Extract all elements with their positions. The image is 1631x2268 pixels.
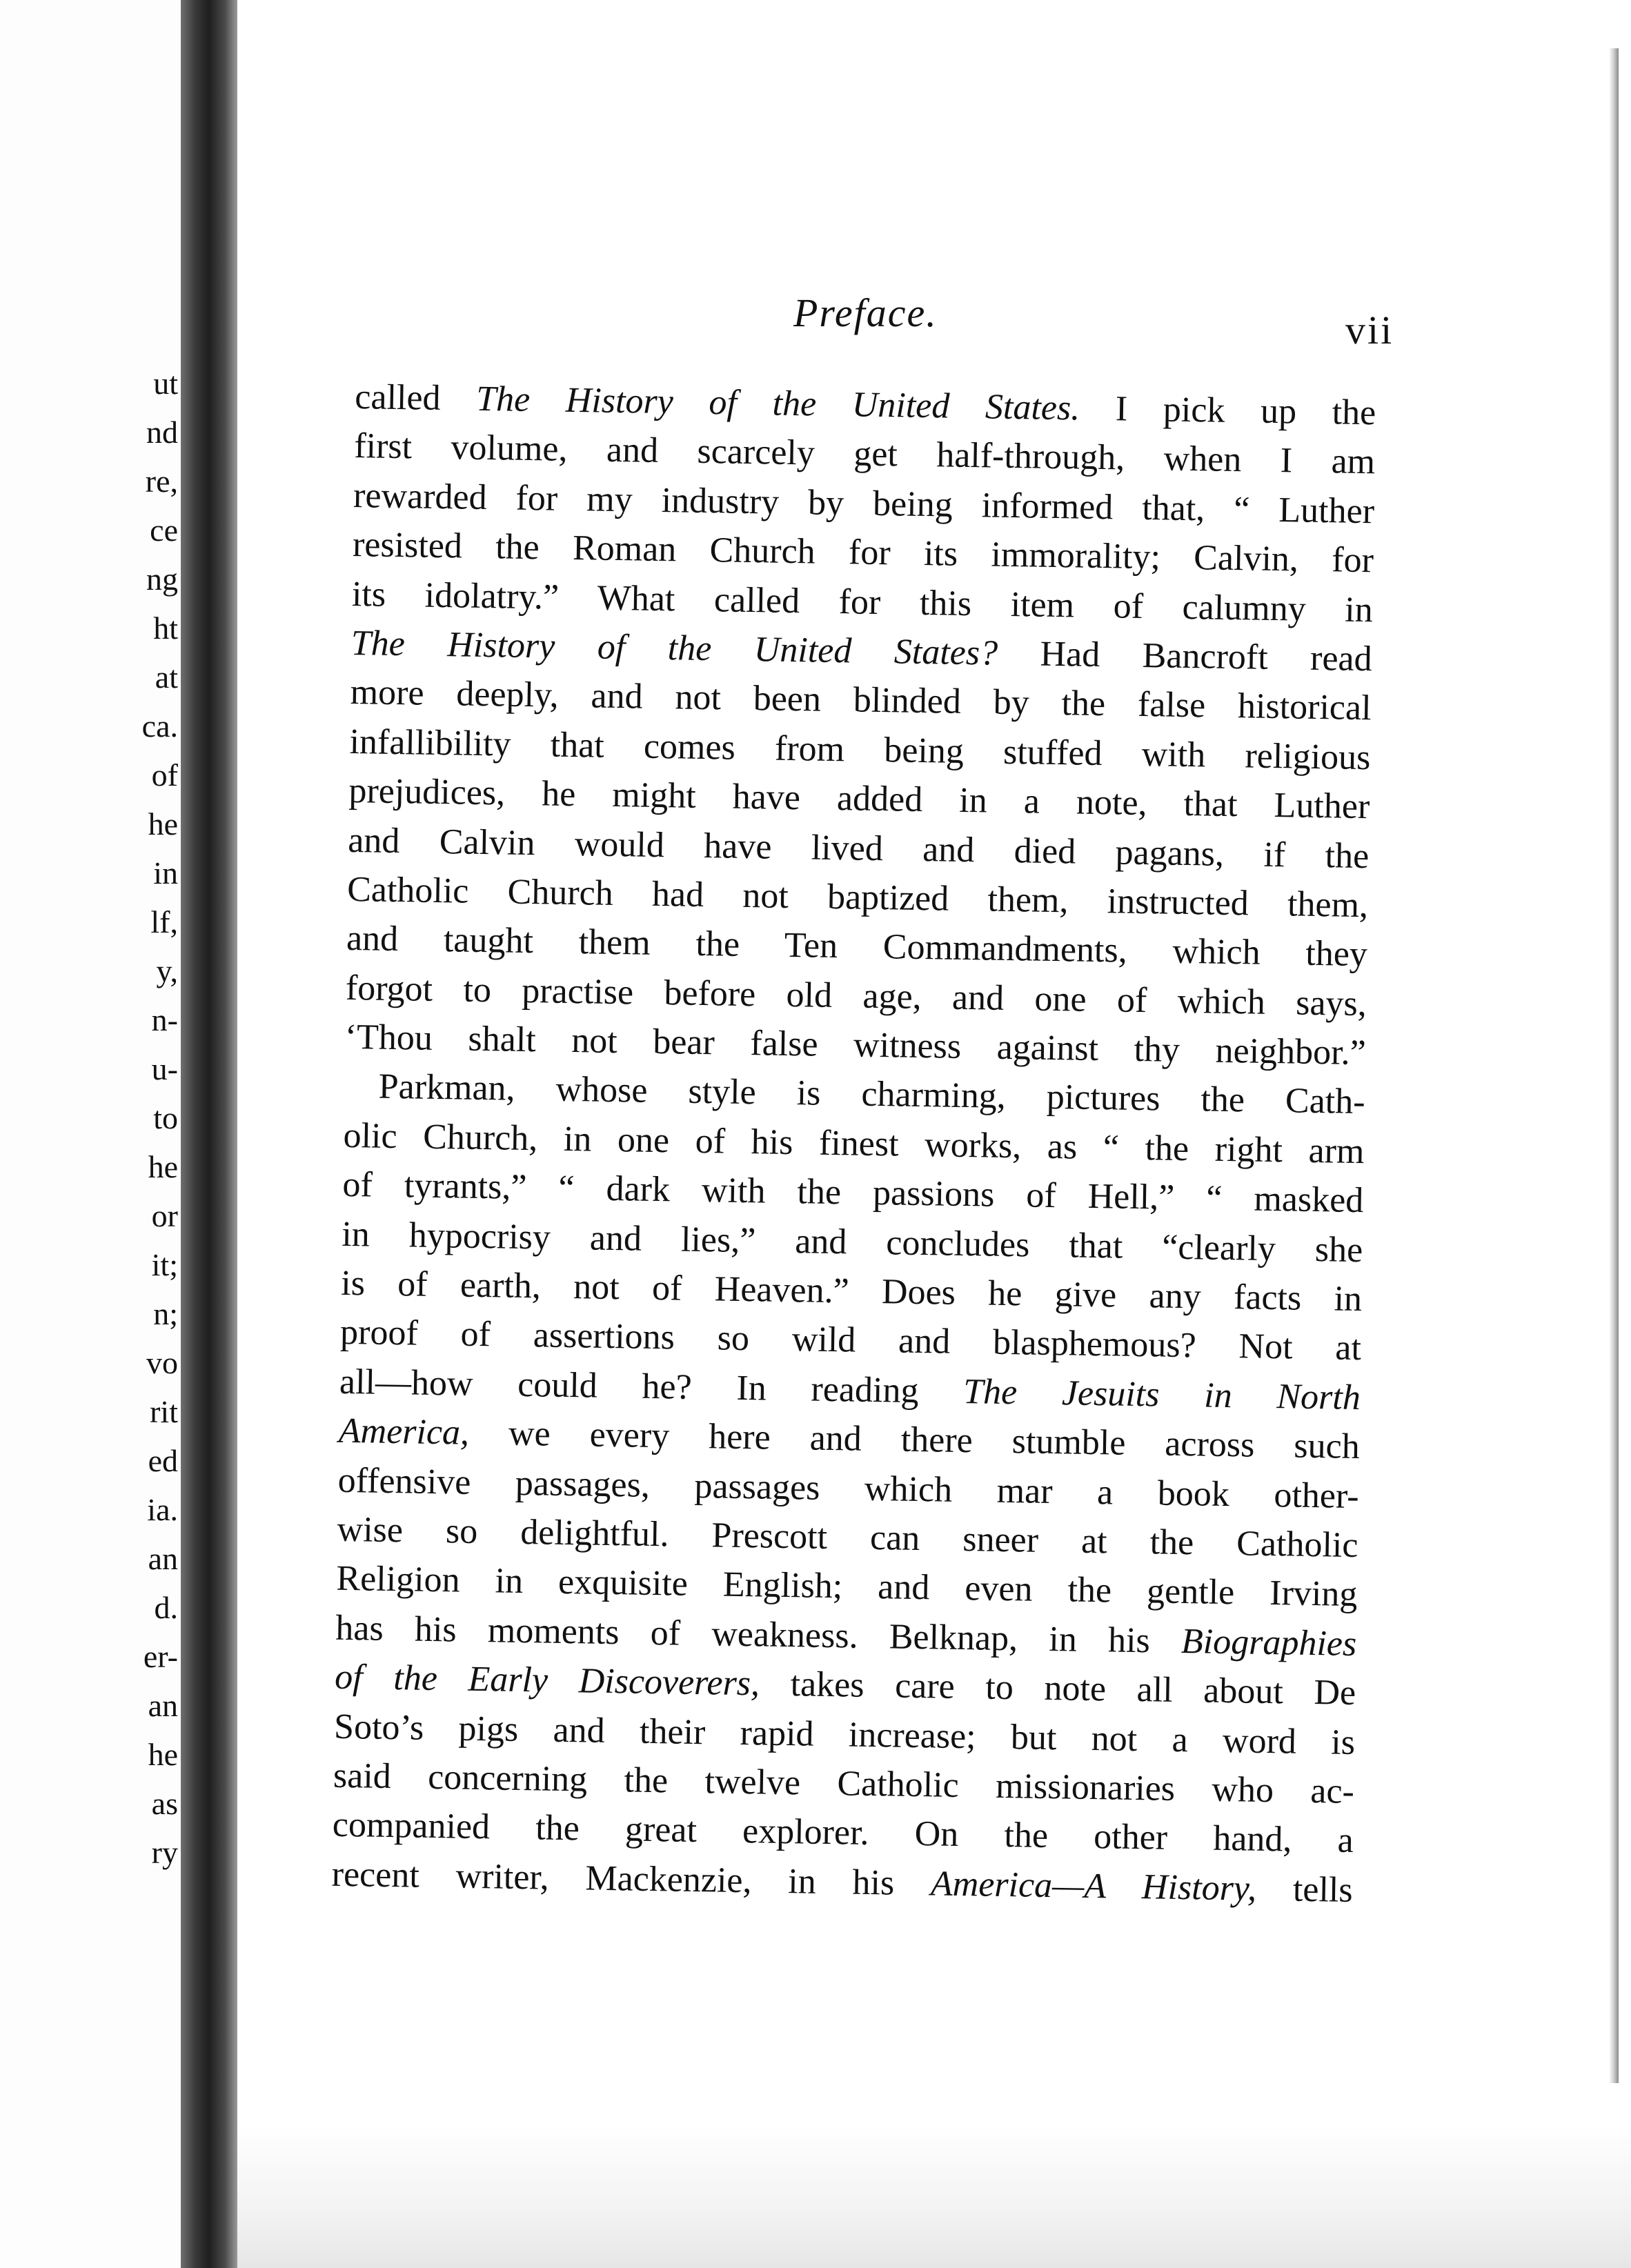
text-segment: has his moments of weakness. Belknap, in his bbox=[335, 1608, 1182, 1661]
facing-page-fragment: in bbox=[153, 855, 178, 891]
facing-page-fragment: ce bbox=[150, 513, 178, 548]
text-segment: its idolatry.” What called for this item of calumny in bbox=[351, 574, 1374, 630]
text-segment: Religion in exquisite English; and even the gentle Irving bbox=[336, 1559, 1358, 1615]
italic-title-segment: The History of the United States? bbox=[350, 623, 998, 673]
facing-page-text-fragments bbox=[0, 359, 181, 1877]
italic-title-segment: Biographies bbox=[1180, 1621, 1357, 1664]
text-segment: recent writer, Mackenzie, in his bbox=[331, 1854, 931, 1904]
text-segment: olic Church, in one of his finest works, as “ the right arm bbox=[343, 1115, 1365, 1171]
italic-title-segment: America, bbox=[338, 1411, 470, 1453]
text-segment: I pick up the bbox=[1079, 388, 1376, 433]
text-segment: we every here and there stumble across such bbox=[468, 1413, 1361, 1467]
facing-page-fragment: he bbox=[148, 806, 178, 842]
book-gutter bbox=[181, 0, 237, 2268]
text-segment: proof of assertions so wild and blasphemous? Not at bbox=[339, 1313, 1362, 1369]
facing-page-fragment: d. bbox=[154, 1590, 178, 1625]
facing-page-fragment: ht bbox=[153, 610, 178, 646]
facing-page-fragment: an bbox=[148, 1541, 178, 1576]
facing-page-fragment: he bbox=[148, 1737, 178, 1772]
facing-page-fragment: ut bbox=[153, 366, 178, 401]
text-segment: Parkman, whose style is charming, pictures the Cath- bbox=[378, 1067, 1366, 1122]
text-segment: prejudices, he might have added in a note, that Luther bbox=[348, 771, 1370, 827]
facing-page-fragment: rit bbox=[150, 1394, 178, 1429]
facing-page-fragment: ng bbox=[146, 561, 178, 597]
text-segment: and taught them the Ten Commandments, which they bbox=[346, 919, 1368, 975]
italic-title-segment: America—A History, bbox=[930, 1864, 1257, 1909]
facing-page-fragment: as bbox=[151, 1786, 178, 1821]
italic-title-segment: The Jesuits in North bbox=[962, 1371, 1361, 1418]
text-segment: resisted the Roman Church for its immorality; Calvin, for bbox=[352, 525, 1374, 581]
body-text bbox=[331, 372, 1376, 1915]
text-segment: ‘Thou shalt not bear false witness against thy neighbor.” bbox=[344, 1017, 1367, 1073]
text-segment: more deeply, and not been blinded by the false historical bbox=[350, 673, 1372, 728]
text-segment: rewarded for my industry by being informed that, “ Luther bbox=[353, 475, 1375, 532]
text-segment: Catholic Church had not baptized them, instructed them, bbox=[346, 869, 1369, 926]
running-head: Preface. bbox=[793, 290, 938, 335]
page-bottom-shading bbox=[237, 2123, 1631, 2268]
text-segment: all—how could he? In reading bbox=[339, 1362, 964, 1411]
text-segment: in hypocrisy and lies,” and concludes that “clearly she bbox=[341, 1214, 1363, 1270]
facing-page-fragment: of bbox=[151, 757, 178, 793]
facing-page-fragment: he bbox=[148, 1149, 178, 1184]
facing-page-fragment: n- bbox=[151, 1002, 178, 1037]
text-segment: Had Bancroft read bbox=[997, 633, 1373, 679]
text-segment: infallibility that comes from being stuffed with religious bbox=[349, 722, 1371, 777]
facing-page-fragment: n; bbox=[153, 1296, 178, 1331]
text-segment: said concerning the twelve Catholic missionaries who ac- bbox=[333, 1755, 1355, 1811]
facing-page-fragment: ca. bbox=[141, 708, 178, 744]
facing-page-fragment: it; bbox=[151, 1247, 178, 1282]
page-number: vii bbox=[1345, 308, 1394, 352]
text-segment: takes care to note all about De bbox=[759, 1664, 1356, 1713]
facing-page-fragment: u- bbox=[151, 1051, 178, 1086]
facing-page-edge bbox=[0, 0, 181, 2268]
facing-page-fragment: ia. bbox=[147, 1492, 178, 1527]
facing-page-fragment: er- bbox=[143, 1639, 178, 1674]
text-segment: is of earth, not of Heaven.” Does he give any facts in bbox=[340, 1263, 1363, 1320]
text-segment: forgot to practise before old age, and one of which says, bbox=[345, 968, 1367, 1024]
facing-page-fragment: vo bbox=[146, 1345, 178, 1380]
facing-page-fragment: y, bbox=[156, 953, 178, 988]
facing-page-fragment: lf, bbox=[150, 904, 178, 939]
text-segment: companied the great explorer. On the other hand, a bbox=[332, 1805, 1354, 1861]
facing-page-fragment: re, bbox=[145, 464, 178, 499]
text-segment: of tyrants,” “ dark with the passions of Hell,” “ masked bbox=[342, 1165, 1364, 1221]
facing-page-fragment: nd bbox=[146, 415, 178, 450]
text-segment: offensive passages, passages which mar a book other- bbox=[337, 1460, 1360, 1516]
page-edge-shadow bbox=[1609, 48, 1619, 2083]
facing-page-fragment: at bbox=[155, 659, 178, 695]
text-segment: wise so delightful. Prescott can sneer at the Catholic bbox=[337, 1509, 1358, 1566]
facing-page-fragment: to bbox=[153, 1100, 178, 1135]
text-segment: tells bbox=[1256, 1869, 1354, 1910]
facing-page-fragment: or bbox=[151, 1198, 178, 1233]
italic-title-segment: of the Early Discoverers, bbox=[334, 1657, 760, 1704]
text-segment: first volume, and scarcely get half-through, when I am bbox=[353, 426, 1376, 482]
facing-page-fragment: ry bbox=[151, 1835, 178, 1870]
facing-page-fragment: ed bbox=[148, 1443, 178, 1478]
facing-page-fragment: an bbox=[148, 1688, 178, 1723]
text-segment: called bbox=[354, 377, 477, 419]
italic-title-segment: The History of the United States. bbox=[475, 379, 1080, 428]
text-segment: and Calvin would have lived and died pagans, if the bbox=[347, 820, 1370, 876]
text-segment: Soto’s pigs and their rapid increase; but not a word is bbox=[333, 1707, 1356, 1762]
